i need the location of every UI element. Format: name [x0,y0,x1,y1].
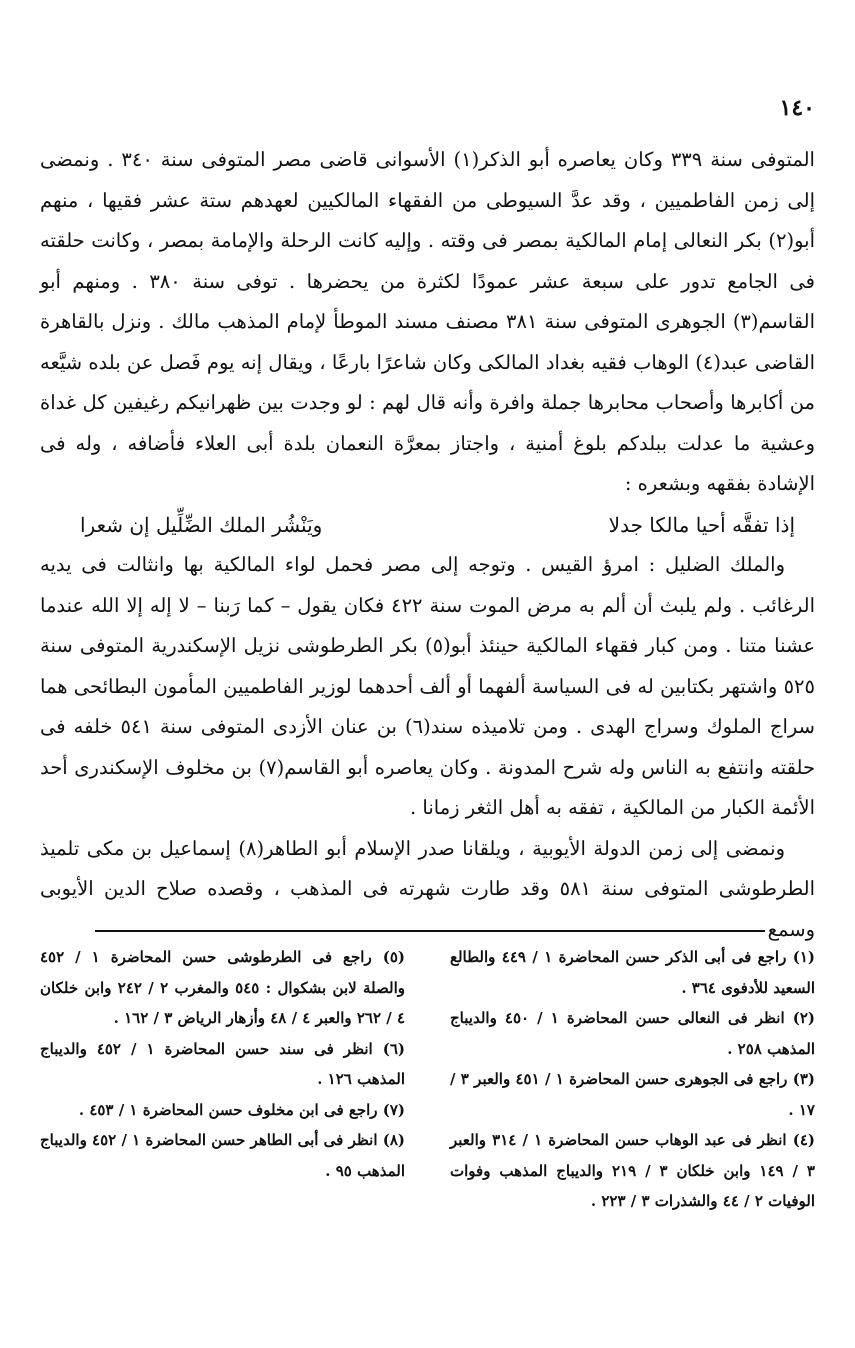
footnote-6: (٦) انظر فى سند حسن المحاضرة ١ / ٤٥٢ والديباج المذهب ١٢٦ . [40,1039,405,1088]
paragraph-1: المتوفى سنة ٣٣٩ وكان يعاصره أبو الذكر(١) الأسوانى قاضى مصر المتوفى سنة ٣٤٠ . ونمضى إلى زمن الفاطميين ، وقد عدَّ السيوطى من الفقهاء المالكيين لعهدهم ستة عشر فقيها ، منهم أبو(٢) بكر النعالى إمام المالكية بمصر فى وقته . وإليه كانت الرحلة والإمامة بمصر ، وكانت حلقته فى الجامع تدور على سبعة عشر عمودًا لكثرة من يحضرها . توفى سنة ٣٨٠ . ومنهم أبو القاسم(٣) الجوهرى المتوفى سنة ٣٨١ مصنف مسند الموطأ لإمام المذهب مالك . ونزل بالقاهرة القاضى عبد(٤) الوهاب فقيه بغداد المالكى وكان شاعرًا بارعًا ، ويقال إنه يوم فَصل عن بلده شيَّعه من أكابرها وأصحاب محابرها جملة وافرة وأنه قال لهم : لو وجدت بين ظهرانيكم رغيفين كل غداة وعشية ما عدلت ببلدكم بلوغ أمنية ، واجتاز بمعرَّة النعمان بلدة أبى العلاء فأضافه ، وله فى الإشادة بفقهه وبشعره : [40,148,815,495]
footnote-1: (١) راجع فى أبى الذكر حسن المحاضرة ١ / ٤٤٩ والطالع السعيد للأدفوى ٣٦٤ . [450,948,815,997]
footnote-divider [95,930,765,932]
main-text [40,140,815,950]
page-number: ١٤٠ [779,95,815,121]
footnote-2: (٢) انظر فى النعالى حسن المحاضرة ١ / ٤٥٠ والديباج المذهب ٢٥٨ . [450,1009,815,1058]
footnotes-left-column [40,942,405,1217]
verse-first-hemistich: إذا تفقَّه أحيا مالكا جدلا [608,512,795,537]
footnote-5: (٥) راجع فى الطرطوشى حسن المحاضرة ١ / ٤٥٢ والصلة لابن بشكوال : ٥٤٥ والمغرب ٢ / ٢٤٢ وابن خلكان ٤ / ٢٦٢ والعبر ٤ / ٤٨ وأزهار الرياض ٣ / ١٦٢ . [40,948,406,1027]
footnotes-right-column [450,942,815,1217]
footnote-3: (٣) راجع فى الجوهرى حسن المحاضرة ١ / ٤٥١ والعبر ٣ / ١٧ . [450,1070,815,1119]
footnote-8: (٨) انظر فى أبى الطاهر حسن المحاضرة ١ / ٤٥٢ والديباج المذهب ٩٥ . [40,1131,405,1180]
footnote-7: (٧) راجع فى ابن مخلوف حسن المحاضرة ١ / ٤٥٣ . [78,1100,405,1119]
footnote-4: (٤) انظر فى عبد الوهاب حسن المحاضرة ١ / ٣١٤ والعبر ٣ / ١٤٩ وابن خلكان ٣ / ٢١٩ والديباج المذهب وفوات الوفيات ٢ / ٤٤ والشذرات ٣ / ٢٢٣ . [450,1131,815,1210]
poem-verse [40,505,815,546]
verse-second-hemistich: ويَنْشُر الملك الضِّلِّيل إن شعرا [80,512,323,537]
footnotes [40,942,815,1217]
paragraph-2: والملك الضليل : امرؤ القيس . وتوجه إلى مصر فحمل لواء المالكية بها وانثالت فى يديه الرغائب . ولم يلبث أن ألم به مرض الموت سنة ٤٢٢ فكان يقول – كما رَبنا – لا إله إلا الله عندما عشنا متنا . ومن كبار فقهاء المالكية حينئذ أبو(٥) بكر الطرطوشى نزيل الإسكندرية المتوفى سنة ٥٢٥ واشتهر بكتابين له فى السياسة ألفهما أو ألف أحدهما لوزير الفاطميين المأمون البطائحى هما سراج الملوك وسراج الهدى . ومن تلاميذه سند(٦) بن عنان الأزدى المتوفى سنة ٥٤١ خلفه فى حلقته وانتفع به الناس وله شرح المدونة . وكان يعاصره أبو القاسم(٧) بن مخلوف الإسكندرى أحد الأئمة الكبار من المالكية ، تفقه به أهل الثغر زمانا . [40,553,815,819]
paragraph-3: ونمضى إلى زمن الدولة الأيوبية ، ويلقانا صدر الإسلام أبو الطاهر(٨) إسماعيل بن مكى تلميذ الطرطوشى المتوفى سنة ٥٨١ وقد طارت شهرته فى المذهب ، وقصده صلاح الدين الأيوبى وسمع [40,836,815,941]
